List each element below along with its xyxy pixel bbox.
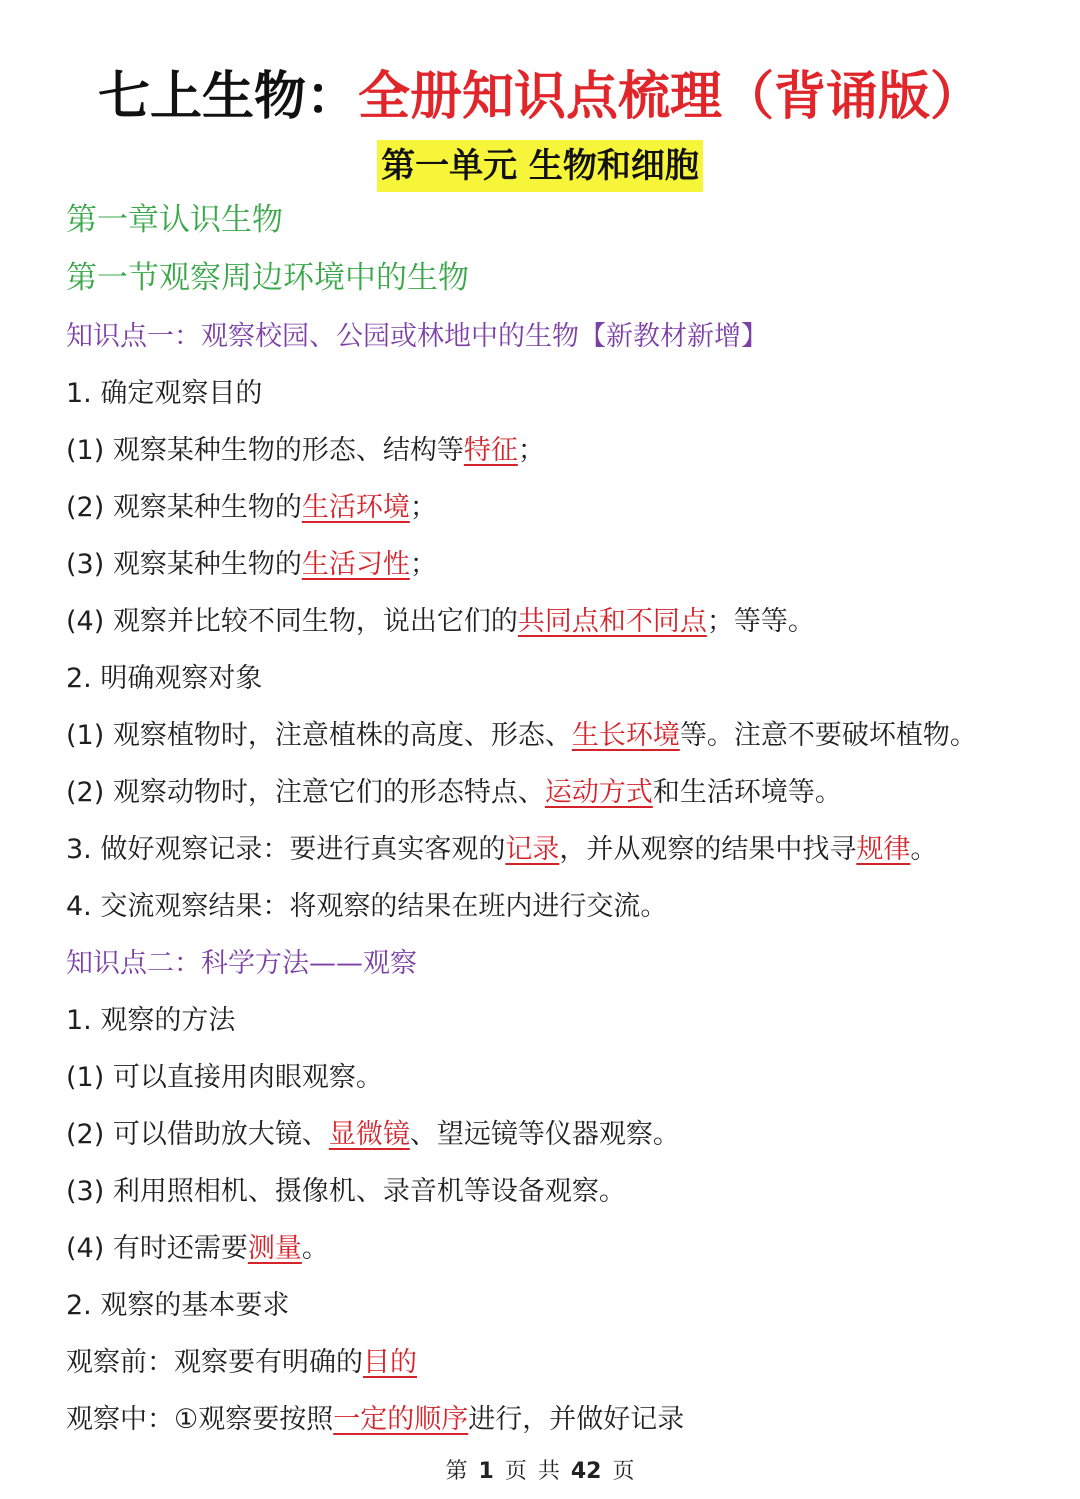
text: (4) 有时还需要 <box>66 1233 248 1264</box>
text: ，并从观察的结果中找寻 <box>559 834 857 865</box>
kp1-item1-heading: 1. 确定观察目的 <box>66 378 263 409</box>
kp1-item2-line1 <box>66 716 977 756</box>
kp1-item1-line3 <box>66 545 437 585</box>
key-term: 测量 <box>247 1233 302 1264</box>
text: (3) 观察某种生物的 <box>66 549 302 580</box>
kp2-item2-during <box>66 1400 684 1440</box>
kp2-item2-heading: 2. 观察的基本要求 <box>66 1290 290 1321</box>
text: 观察中：①观察要按照 <box>66 1404 334 1435</box>
text: (2) 观察某种生物的 <box>66 492 302 523</box>
kp1-item2-line2 <box>66 773 842 813</box>
chapter-title: 第一章认识生物 <box>66 202 283 238</box>
text: ； <box>517 435 545 466</box>
text: 观察前：观察要有明确的 <box>66 1347 363 1378</box>
kp2-item1-line3: (3) 利用照相机、摄像机、录音机等设备观察。 <box>66 1176 626 1207</box>
text: ；等等。 <box>706 606 815 637</box>
page-footer <box>0 1456 1080 1488</box>
kp1-item1-line1 <box>66 431 545 471</box>
title-main: 全册知识点梳理（背诵版） <box>358 67 983 127</box>
text: (4) 观察并比较不同生物，说出它们的 <box>66 606 518 637</box>
key-term: 共同点和不同点 <box>517 606 707 637</box>
text: (2) 观察动物时，注意它们的形态特点、 <box>66 777 545 808</box>
kp1-item4: 4. 交流观察结果：将观察的结果在班内进行交流。 <box>66 891 668 922</box>
text: 。 <box>910 834 938 865</box>
footer-text: 第 <box>445 1459 468 1484</box>
kp2-item1-line1: (1) 可以直接用肉眼观察。 <box>66 1062 383 1093</box>
key-term: 显微镜 <box>328 1119 410 1150</box>
kp1-item1-line2 <box>66 488 437 528</box>
current-page-number: 1 <box>478 1459 494 1484</box>
unit-title: 第一单元 生物和细胞 <box>377 140 703 192</box>
footer-text: 页 共 <box>504 1459 560 1484</box>
text: (1) 观察植物时，注意植株的高度、形态、 <box>66 720 572 751</box>
kp1-item1-line4 <box>66 602 815 642</box>
title-prefix: 七上生物： <box>97 67 358 127</box>
footer-text: 页 <box>612 1459 635 1484</box>
kp2-item2-before <box>66 1343 417 1383</box>
kp2-item1-line2 <box>66 1115 680 1155</box>
text: 3. 做好观察记录：要进行真实客观的 <box>66 834 506 865</box>
kp1-item2-heading: 2. 明确观察对象 <box>66 663 263 694</box>
text: 进行，并做好记录 <box>468 1404 685 1435</box>
kp2-item1-heading: 1. 观察的方法 <box>66 1005 236 1036</box>
unit-title-wrapper <box>0 140 1080 192</box>
text: ； <box>409 492 437 523</box>
key-term: 目的 <box>363 1347 417 1378</box>
section-title: 第一节观察周边环境中的生物 <box>66 260 469 296</box>
text: 、望远镜等仪器观察。 <box>409 1119 680 1150</box>
key-term: 运动方式 <box>544 777 653 808</box>
kp1-item3 <box>66 830 937 870</box>
page-title <box>0 62 1080 132</box>
text: ； <box>409 549 437 580</box>
knowledge-point-2-heading: 知识点二：科学方法——观察 <box>66 948 417 979</box>
text: 等。注意不要破坏植物。 <box>679 720 977 751</box>
knowledge-point-1-heading: 知识点一：观察校园、公园或林地中的生物【新教材新增】 <box>66 321 768 352</box>
key-term: 特征 <box>463 435 518 466</box>
key-term: 生长环境 <box>571 720 680 751</box>
key-term: 记录 <box>505 834 560 865</box>
total-page-number: 42 <box>570 1459 602 1484</box>
kp2-item1-line4 <box>66 1229 329 1269</box>
key-term: 生活环境 <box>301 492 410 523</box>
key-term: 规律 <box>856 834 911 865</box>
text: (1) 观察某种生物的形态、结构等 <box>66 435 464 466</box>
key-term: 一定的顺序 <box>333 1404 469 1435</box>
text: 和生活环境等。 <box>652 777 842 808</box>
text: (2) 可以借助放大镜、 <box>66 1119 329 1150</box>
text: 。 <box>301 1233 329 1264</box>
key-term: 生活习性 <box>301 549 410 580</box>
